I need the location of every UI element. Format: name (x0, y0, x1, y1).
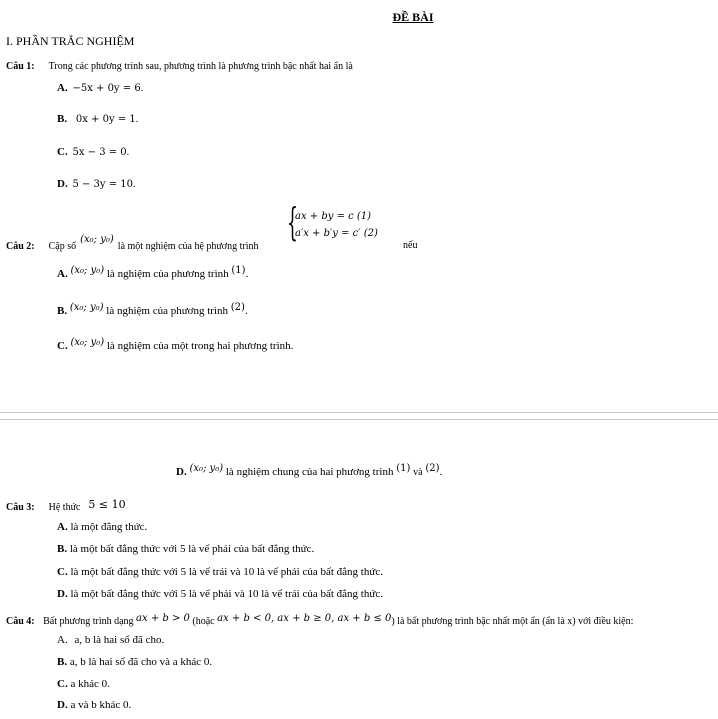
option-text: là nghiệm của phương trình (106, 268, 229, 280)
question-text: Trong các phương trình sau, phương trình là phương trình bậc nhất hai ẩn là (48, 61, 353, 72)
question-2 (6, 236, 258, 254)
pair-x0-y0: (x₀; y₀) (80, 234, 114, 245)
period: . (140, 83, 144, 94)
equation-ref: (1) (396, 463, 411, 474)
equation-ref: (1) (231, 265, 246, 276)
page-break-bottom (0, 419, 718, 420)
option-equation: 0x + 0y = 1 (75, 114, 136, 125)
exam-heading: ĐỀ BÀI (392, 10, 434, 24)
equation-system (295, 208, 378, 242)
question-4 (6, 613, 634, 627)
q4-option-b[interactable] (57, 656, 212, 668)
q3-option-a[interactable] (57, 521, 147, 533)
conjunction: và (413, 467, 423, 478)
option-letter: A. (57, 521, 68, 533)
inequality: ax + b > 0 (136, 613, 190, 624)
q4-option-d[interactable] (57, 699, 131, 711)
option-text: a, b là hai số đã cho. (74, 634, 165, 646)
question-label: Câu 4: (6, 616, 35, 627)
pair-x0-y0: (x₀; y₀) (70, 265, 105, 276)
question-label: Câu 1: (6, 61, 35, 72)
option-letter: B. (57, 656, 68, 668)
option-letter: D. (57, 178, 68, 190)
system-brace: { (287, 200, 298, 244)
option-letter: C. (57, 340, 68, 352)
option-text: a và b khác 0. (70, 699, 132, 711)
question-text: là một nghiệm của hệ phương trình (117, 241, 259, 252)
system-equation-2: a′x + b′y = c′ (2) (295, 228, 378, 239)
option-text: là một bất đẳng thức với 5 là vế trái và 10 là vế phải của bất đẳng thức. (70, 566, 383, 578)
option-letter: A. (57, 634, 68, 646)
q1-option-d[interactable] (57, 178, 136, 190)
q2-option-b[interactable] (57, 302, 248, 317)
period: . (244, 305, 248, 317)
option-text: là một bất đẳng thức với 5 là vế phải và 10 là vế trái của bất đẳng thức. (70, 588, 383, 600)
q2-option-d[interactable] (176, 463, 443, 478)
option-letter: D. (57, 699, 68, 711)
option-text: a khác 0. (70, 678, 110, 690)
option-text: là nghiệm chung của hai phương trình (225, 466, 394, 478)
option-letter: D. (57, 588, 68, 600)
q2-option-c[interactable] (57, 337, 294, 352)
question-text: ) là bất phương trình bậc nhất một ẩn (ẩn là x) với điều kiện: (391, 616, 634, 627)
q4-option-c[interactable] (57, 678, 110, 690)
inequality-list: ax + b < 0, ax + b ≥ 0, ax + b ≤ 0 (217, 613, 392, 624)
option-letter: A. (57, 268, 68, 280)
section-heading: I. PHẦN TRẮC NGHIỆM (6, 34, 135, 48)
option-letter: D. (176, 466, 187, 478)
option-letter: B. (57, 543, 68, 555)
q3-option-d[interactable] (57, 588, 383, 600)
option-equation: −5x + 0y = 6 (72, 83, 141, 94)
period: . (135, 114, 139, 125)
inequality: 5 ≤ 10 (88, 498, 126, 511)
question-text: Bất phương trình dạng (43, 616, 134, 627)
question-label: Câu 2: (6, 241, 35, 252)
question-text: Cặp số (48, 241, 77, 252)
system-equation-1: ax + by = c (1) (295, 211, 372, 222)
option-equation: 5x − 3 = 0 (72, 147, 127, 158)
question-text: (hoặc (192, 616, 215, 627)
option-letter: C. (57, 566, 68, 578)
pair-x0-y0: (x₀; y₀) (189, 463, 224, 474)
period: . (439, 466, 443, 478)
option-letter: C. (57, 146, 68, 158)
question-text: nếu (403, 240, 418, 251)
q2-option-a[interactable] (57, 265, 249, 280)
q4-option-a[interactable] (57, 634, 164, 646)
option-text: là nghiệm của phương trình (106, 305, 229, 317)
option-letter: B. (57, 113, 68, 125)
question-1 (6, 56, 353, 74)
q3-option-b[interactable] (57, 543, 314, 555)
question-label: Câu 3: (6, 502, 35, 513)
q1-option-b[interactable] (57, 113, 138, 125)
option-letter: B. (57, 305, 68, 317)
q3-option-c[interactable] (57, 566, 383, 578)
question-3 (6, 497, 126, 515)
option-equation: 5 − 3y = 10 (72, 179, 134, 190)
q1-option-c[interactable] (57, 146, 129, 158)
period: . (126, 147, 130, 158)
period: . (245, 268, 249, 280)
equation-ref: (2) (230, 302, 245, 313)
option-text: a, b là hai số đã cho và a khác 0. (69, 656, 213, 668)
period: . (133, 179, 136, 190)
option-letter: C. (57, 678, 68, 690)
pair-x0-y0: (x₀; y₀) (70, 337, 105, 348)
pair-x0-y0: (x₀; y₀) (69, 302, 104, 313)
question-text: Hệ thức (48, 502, 81, 513)
option-text: là một bất đẳng thức với 5 là vế phải của bất đẳng thức. (69, 543, 315, 555)
q1-option-a[interactable] (57, 82, 143, 94)
option-text: là một đẳng thức. (70, 521, 148, 533)
equation-ref: (2) (425, 463, 440, 474)
option-text: là nghiệm của một trong hai phương trình. (106, 340, 294, 352)
option-letter: A. (57, 82, 68, 94)
page-break-top (0, 412, 718, 413)
